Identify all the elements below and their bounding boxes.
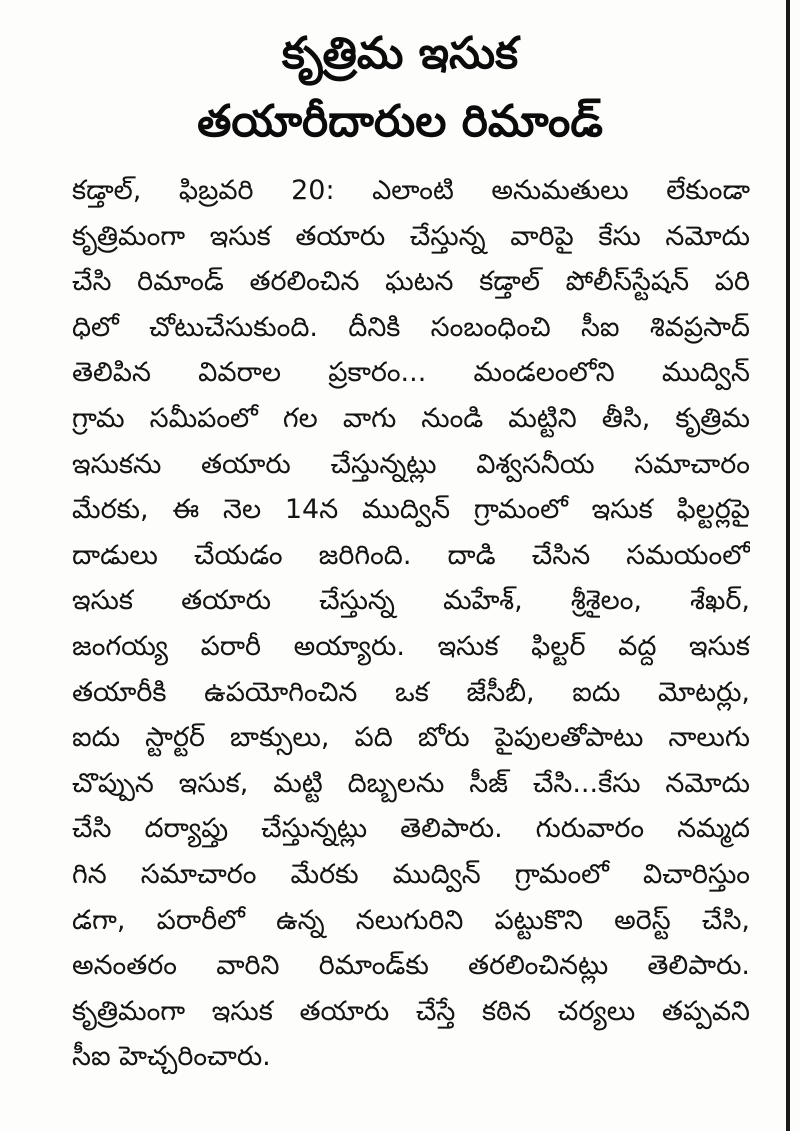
headline-line-1: కృత్రిమ ఇసుక: [281, 28, 519, 79]
body-line: మేరకు, ఈ నెల 14న ముద్విన్ గ్రామంలో ఇసుక ఫిల్టర్లపై: [72, 494, 750, 526]
body-line: కృత్రిమంగా ఇసుక తయారు చేస్తున్న వారిపై కేసు నమోదు: [72, 220, 750, 252]
article-headline: [40, 22, 760, 154]
body-line: చేసి దర్యాప్తు చేస్తున్నట్లు తెలిపారు. గురువారం నమ్మద: [72, 813, 750, 845]
headline-line-2: తయారీదారుల రిమాండ్: [197, 96, 603, 147]
body-line: కడ్తాల్, ఫిబ్రవరి 20: ఎలాంటి అనుమతులు లేకుండా: [72, 175, 750, 206]
body-line: చేసి రిమాండ్ తరలించిన ఘటన కడ్తాల్ పోలీస్‌స్టేషన్ పరి: [72, 266, 750, 298]
body-line: చొప్పున ఇసుక, మట్టి దిబ్బలను సీజ్ చేసి...కేసు నమోదు: [72, 767, 750, 799]
body-line: సీఐ హెచ్చరించారు.: [72, 1041, 271, 1073]
body-line: ఐదు స్టార్టర్ బాక్సులు, పది బోరు పైపులతోపాటు నాలుగు: [72, 722, 750, 754]
body-line: ఇసుకను తయారు చేస్తున్నట్లు విశ్వసనీయ సమాచారం: [72, 448, 750, 480]
cut-off-previous-text: [95, 0, 655, 8]
body-line: అనంతరం వారిని రిమాండ్‌కు తరలించినట్లు తెలిపారు.: [72, 950, 750, 982]
body-line: డగా, పరారీలో ఉన్న నలుగురిని పట్టుకొని అరెస్ట్ చేసి,: [72, 904, 750, 936]
body-line: తెలిపిన వివరాల ప్రకారం... మండలంలోని ముద్విన్: [72, 357, 750, 389]
article-body: [72, 168, 750, 1080]
column-divider-rule: [786, 0, 790, 1131]
body-line: తయారీకి ఉపయోగించిన ఒక జేసీబీ, ఐదు మోటర్లు,: [72, 676, 750, 708]
body-line: గిన సమాచారం మేరకు ముద్విన్ గ్రామంలో విచారిస్తుం: [72, 858, 750, 890]
body-line: దాడులు చేయడం జరిగింది. దాడి చేసిన సమయంలో: [72, 539, 750, 571]
body-line: కృత్రిమంగా ఇసుక తయారు చేస్తే కఠిన చర్యలు తప్పవని: [72, 995, 750, 1027]
body-line: జంగయ్య పరారీ అయ్యారు. ఇసుక ఫిల్టర్ వద్ద ఇసుక: [72, 630, 750, 662]
body-line: ధిలో చోటుచేసుకుంది. దీనికి సంబంధించి సీఐ శివప్రసాద్: [72, 311, 750, 343]
body-line: గ్రామ సమీపంలో గల వాగు నుండి మట్టిని తీసి, కృత్రిమ: [72, 402, 750, 434]
body-line: ఇసుక తయారు చేస్తున్న మహేశ్, శ్రీశైలం, శేఖర్,: [72, 585, 750, 617]
